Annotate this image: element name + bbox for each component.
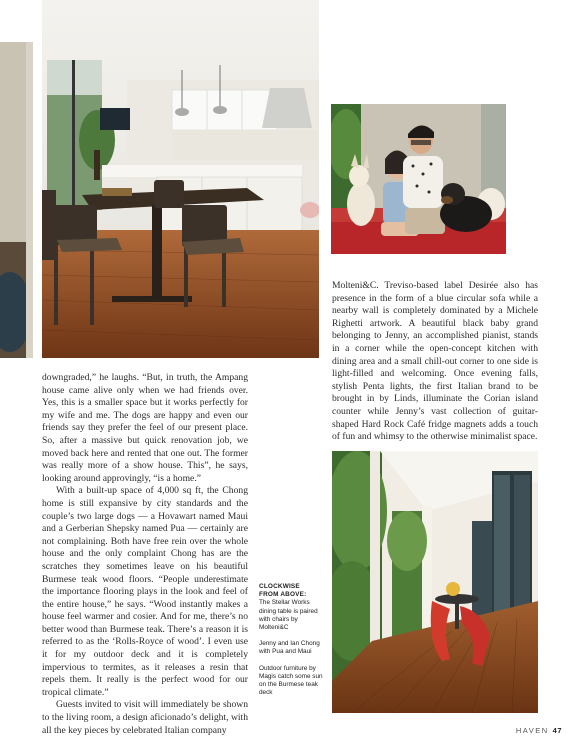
living-room-edge-photo	[0, 42, 33, 358]
outdoor-deck-photo	[332, 451, 538, 713]
page-number: 47	[552, 726, 562, 735]
magazine-name: HAVEN	[515, 726, 549, 735]
caption-item: Outdoor furniture by Magis catch some sun on the Burmese teak deck	[259, 664, 323, 697]
photo-caption	[259, 583, 327, 697]
couple-with-dogs-photo	[331, 104, 506, 254]
paragraph: With a built-up space of 4,000 sq ft, the Chong home is still expansive by city standards and the couple’s two large dogs — a Hovawart named Maui and a Gerberian Shepsky named Pua — certainly are not complaining. Both have free rein over the whole house and the only complaint Chong has are the scratches they sometimes leave on his beautiful Burmese teak wood floors. “People underestimate the importance flooring plays in the look and feel of the entire house,” he says. “Wood instantly makes a house feel warmer and cosier. And for me, there’s no better wood than Burmese teak. There’s a reason it is referred to as the ‘Rolls-Royce of wood’. I even use it for my outdoor deck and it is completely impervious to termites, as it releases a resin that repels them. It really is the perfect wood for our tropical climate.”	[42, 485, 248, 698]
caption-heading: CLOCKWISE	[259, 583, 300, 590]
paragraph: downgraded,” he laughs. “But, in truth, the Ampang house came alive only when we had friends over. Yes, this is a smaller space but it works perfectly for my wife and me. The dogs are happy and even our friends say they prefer the feel of our present place. So, after a massive but quick renovation job, we moved back here and rented that one out. The former was really more of a show house. This”, he says, looking around approvingly, “is a home.”	[42, 372, 248, 484]
caption-item: Jenny and Ian Chong with Pua and Maui	[259, 640, 320, 656]
body-text-right-column	[332, 280, 538, 444]
kitchen-dining-photo	[42, 0, 319, 358]
paragraph: Guests invited to visit will immediately be shown to the living room, a design aficionado’s delight, with all the key pieces by celebrated Italian company	[42, 699, 248, 736]
body-text-left-column	[42, 372, 248, 737]
paragraph: Molteni&C. Treviso-based label Desirée also has presence in the form of a blue circular sofa while a nearby wall is completely dominated by a Michele Righetti artwork. A beautiful black baby grand belonging to Jenny, an accomplished pianist, stands in a corner while the open-concept kitchen with dining area and a small chill-out corner to one side is light-filled and welcoming. Once evening falls, stylish Penta lights, the first Italian brand to be brought in by Linds, illuminate the Corian island counter while Jenny’s vast collection of guitar-shaped Hard Rock Café fridge magnets adds a touch of fun and whimsy to the otherwise minimalist space.	[332, 280, 538, 443]
page-footer	[516, 726, 562, 735]
caption-item: The Stellar Works dining table is paired with chairs by Molteni&C	[259, 599, 318, 632]
caption-heading: FROM ABOVE:	[259, 591, 307, 599]
